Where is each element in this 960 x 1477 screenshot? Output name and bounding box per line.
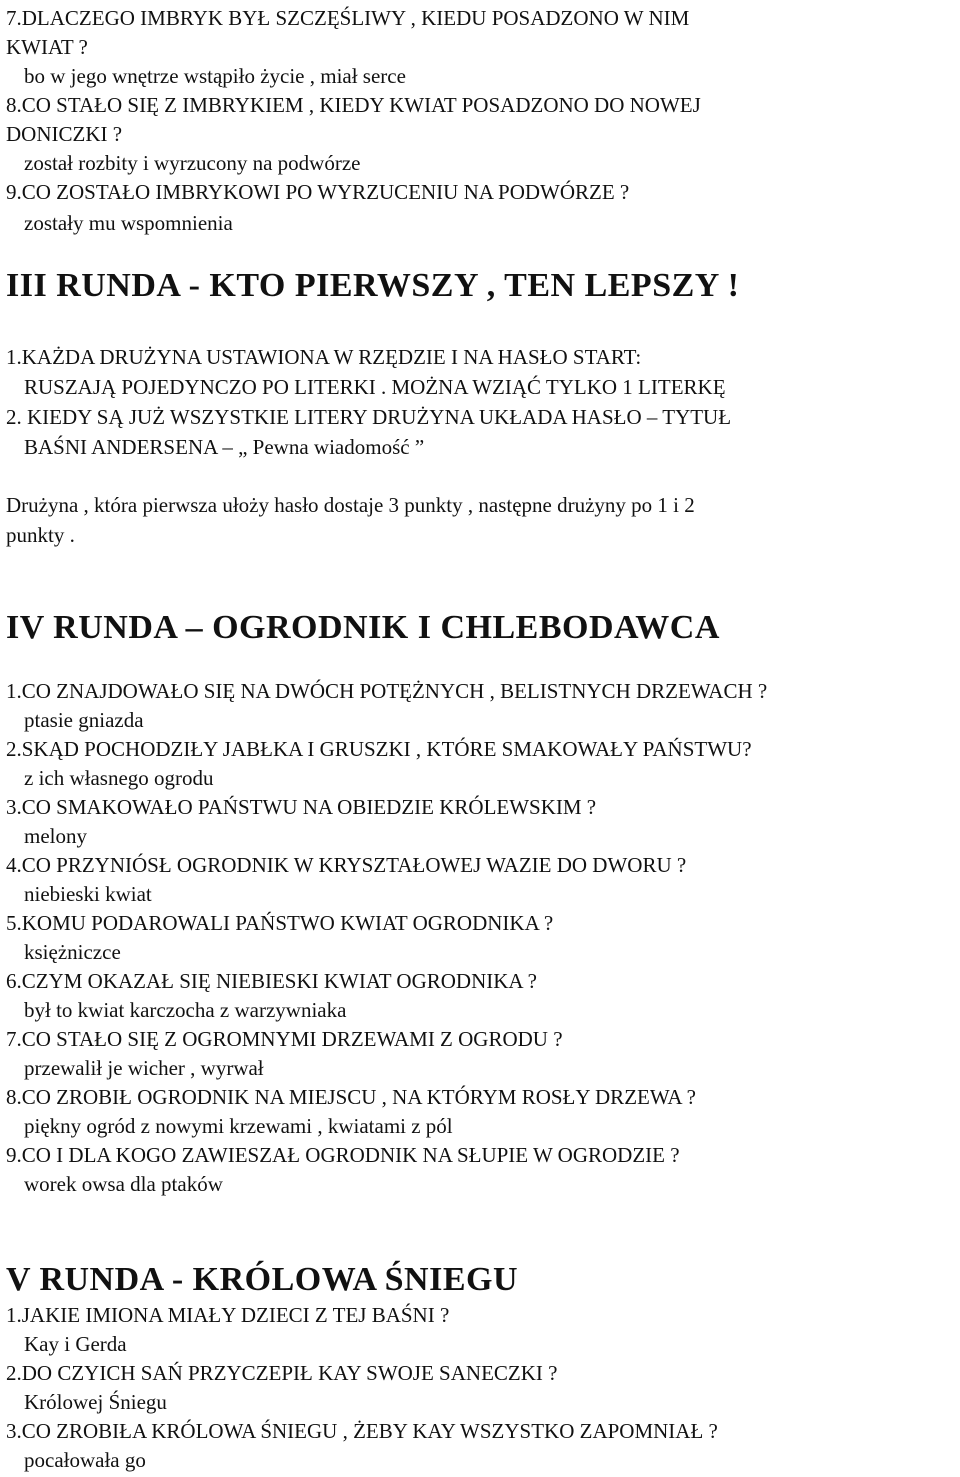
- r4-question-5: 5.KOMU PODAROWALI PAŃSTWO KWIAT OGRODNIKA ?: [6, 911, 554, 935]
- rule-2-line-1: 2. KIEDY SĄ JUŻ WSZYSTKIE LITERY DRUŻYNA UKŁADA HASŁO – TYTUŁ: [6, 405, 732, 429]
- round-3-heading: III RUNDA - KTO PIERWSZY , TEN LEPSZY !: [6, 267, 740, 304]
- r4-question-2: 2.SKĄD POCHODZIŁY JABŁKA I GRUSZKI , KTÓRE SMAKOWAŁY PAŃSTWU?: [6, 737, 752, 761]
- r5-question-2: 2.DO CZYICH SAŃ PRZYCZEPIŁ KAY SWOJE SANECZKI ?: [6, 1361, 558, 1385]
- r5-question-3: 3.CO ZROBIŁA KRÓLOWA ŚNIEGU , ŻEBY KAY WSZYSTKO ZAPOMNIAŁ ?: [6, 1419, 718, 1443]
- r4-answer-8: piękny ogród z nowymi krzewami , kwiatami z pól: [24, 1114, 453, 1138]
- r4-answer-1: ptasie gniazda: [24, 708, 144, 732]
- r4-question-1: 1.CO ZNAJDOWAŁO SIĘ NA DWÓCH POTĘŻNYCH , BELISTNYCH DRZEWACH ?: [6, 679, 768, 703]
- round-4-heading: IV RUNDA – OGRODNIK I CHLEBODAWCA: [6, 609, 720, 646]
- r5-answer-1: Kay i Gerda: [24, 1332, 127, 1356]
- r5-question-1: 1.JAKIE IMIONA MIAŁY DZIECI Z TEJ BAŚNI ?: [6, 1303, 450, 1327]
- r4-question-9: 9.CO I DLA KOGO ZAWIESZAŁ OGRODNIK NA SŁUPIE W OGRODZIE ?: [6, 1143, 680, 1167]
- r5-answer-3: pocałowała go: [24, 1448, 146, 1472]
- question-9: 9.CO ZOSTAŁO IMBRYKOWI PO WYRZUCENIU NA PODWÓRZE ?: [6, 180, 630, 204]
- round-5-heading: V RUNDA - KRÓLOWA ŚNIEGU: [6, 1261, 519, 1298]
- r5-answer-2: Królowej Śniegu: [24, 1390, 167, 1414]
- r4-question-6: 6.CZYM OKAZAŁ SIĘ NIEBIESKI KWIAT OGRODNIKA ?: [6, 969, 537, 993]
- r4-answer-6: był to kwiat karczocha z warzywniaka: [24, 998, 347, 1022]
- answer-8: został rozbity i wyrzucony na podwórze: [24, 151, 361, 175]
- question-7-line-2: KWIAT ?: [6, 35, 88, 59]
- question-8-line-2: DONICZKI ?: [6, 122, 123, 146]
- r4-answer-9: worek owsa dla ptaków: [24, 1172, 223, 1196]
- r4-question-4: 4.CO PRZYNIÓSŁ OGRODNIK W KRYSZTAŁOWEJ WAZIE DO DWORU ?: [6, 853, 687, 877]
- question-8-line-1: 8.CO STAŁO SIĘ Z IMBRYKIEM , KIEDY KWIAT POSADZONO DO NOWEJ: [6, 93, 701, 117]
- r4-question-7: 7.CO STAŁO SIĘ Z OGROMNYMI DRZEWAMI Z OGRODU ?: [6, 1027, 563, 1051]
- scoring-line-1: Drużyna , która pierwsza ułoży hasło dostaje 3 punkty , następne drużyny po 1 i 2: [6, 493, 695, 517]
- scoring-line-2: punkty .: [6, 523, 75, 547]
- r4-question-8: 8.CO ZROBIŁ OGRODNIK NA MIEJSCU , NA KTÓRYM ROSŁY DRZEWA ?: [6, 1085, 696, 1109]
- rule-1-line-1: 1.KAŻDA DRUŻYNA USTAWIONA W RZĘDZIE I NA HASŁO START:: [6, 345, 642, 369]
- r4-answer-4: niebieski kwiat: [24, 882, 152, 906]
- question-7-line-1: 7.DLACZEGO IMBRYK BYŁ SZCZĘŚLIWY , KIEDU POSADZONO W NIM: [6, 6, 690, 30]
- r4-answer-3: melony: [24, 824, 87, 848]
- r4-answer-7: przewalił je wicher , wyrwał: [24, 1056, 264, 1080]
- rule-1-line-2: RUSZAJĄ POJEDYNCZO PO LITERKI . MOŻNA WZIĄĆ TYLKO 1 LITERKĘ: [24, 375, 726, 399]
- answer-7: bo w jego wnętrze wstąpiło życie , miał serce: [24, 64, 406, 88]
- answer-9: zostały mu wspomnienia: [24, 211, 233, 235]
- r4-answer-2: z ich własnego ogrodu: [24, 766, 214, 790]
- r4-answer-5: księżniczce: [24, 940, 121, 964]
- rule-2-line-2: BAŚNI ANDERSENA – „ Pewna wiadomość ”: [24, 435, 425, 459]
- r4-question-3: 3.CO SMAKOWAŁO PAŃSTWU NA OBIEDZIE KRÓLEWSKIM ?: [6, 795, 597, 819]
